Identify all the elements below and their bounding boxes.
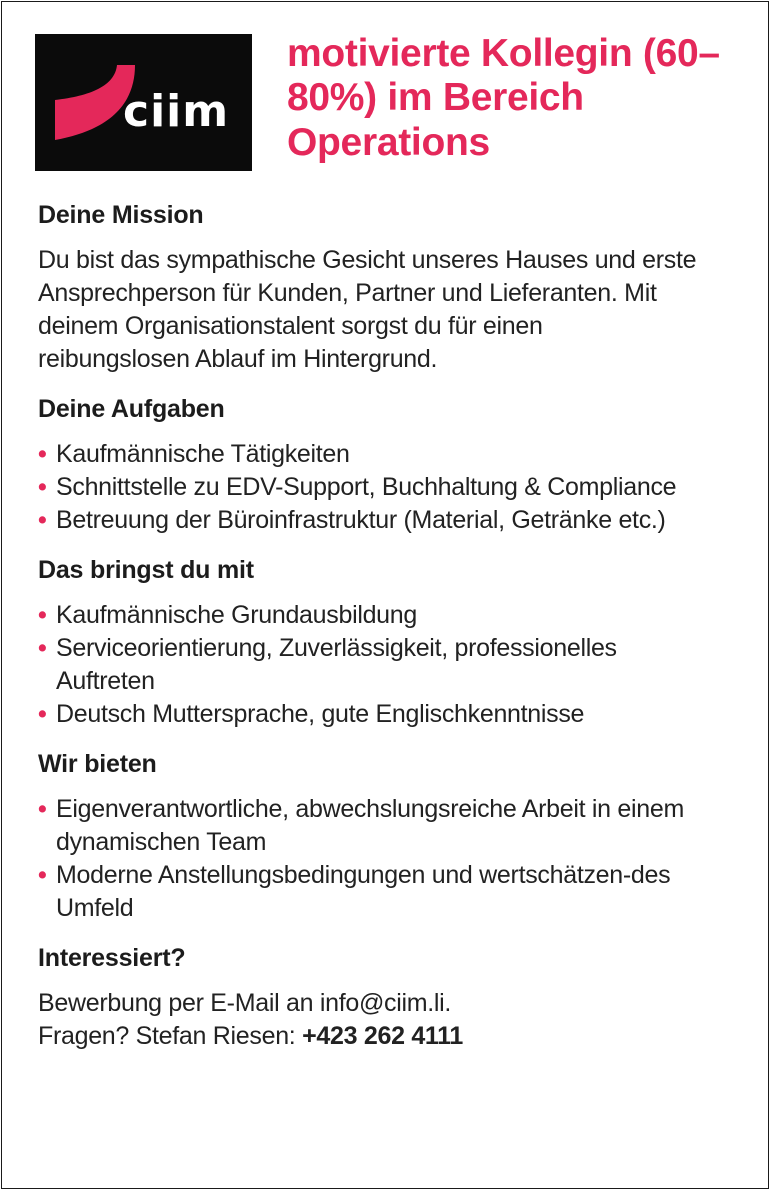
section-contact (38, 943, 758, 1053)
list-item: • Moderne Anstellungsbedingungen und wertschätzen-des Umfeld (38, 861, 671, 922)
job-headline: motivierte Kollegin (60–80%) im Bereich Operations (287, 32, 720, 164)
contact-phone-line: Fragen? Stefan Riesen: +423 262 4111 (38, 1022, 463, 1050)
offer-list (38, 793, 718, 925)
ciim-logo (35, 34, 252, 171)
offer-title: Wir bieten (38, 750, 157, 778)
list-item: • Serviceorientierung, Zuverlässigkeit, professionelles Auftreten (38, 634, 617, 695)
bullet-icon: • (38, 700, 47, 728)
bullet-icon: • (38, 440, 47, 468)
requirements-list (38, 599, 718, 731)
contact-email-line: Bewerbung per E-Mail an info@ciim.li. (38, 989, 452, 1017)
phone-number: +423 262 4111 (302, 1022, 463, 1050)
list-item: • Betreuung der Büroinfrastruktur (Material, Getränke etc.) (38, 504, 758, 537)
section-requirements (38, 555, 758, 731)
tasks-title: Deine Aufgaben (38, 395, 225, 423)
ad-content (38, 200, 758, 1053)
section-offer (38, 749, 758, 925)
list-item: • Deutsch Muttersprache, gute Englischkenntnisse (38, 698, 718, 731)
bullet-icon: • (38, 634, 47, 662)
list-item: • Kaufmännische Tätigkeiten (38, 438, 758, 471)
mission-text: Du bist das sympathische Gesicht unseres Hauses und erste Ansprechperson für Kunden, Partner und Lieferanten. Mit deinem Organisationstalent sorgst du für einen reibungslosen Ablauf im Hintergrund. (38, 246, 697, 373)
bullet-icon: • (38, 506, 47, 534)
list-item: • Eigenverantwortliche, abwechslungsreiche Arbeit in einem dynamischen Team (38, 795, 685, 856)
mission-title: Deine Mission (38, 201, 204, 229)
requirements-title: Das bringst du mit (38, 556, 254, 584)
section-mission (38, 200, 758, 376)
section-tasks (38, 394, 758, 537)
tasks-list (38, 438, 758, 537)
bullet-icon: • (38, 795, 47, 823)
list-item: • Kaufmännische Grundausbildung (38, 599, 718, 632)
bullet-icon: • (38, 601, 47, 629)
list-item: • Schnittstelle zu EDV-Support, Buchhaltung & Compliance (38, 471, 758, 504)
logo-wordmark: ciim (123, 86, 230, 137)
bullet-icon: • (38, 473, 47, 501)
bullet-icon: • (38, 861, 47, 889)
contact-title: Interessiert? (38, 944, 186, 972)
